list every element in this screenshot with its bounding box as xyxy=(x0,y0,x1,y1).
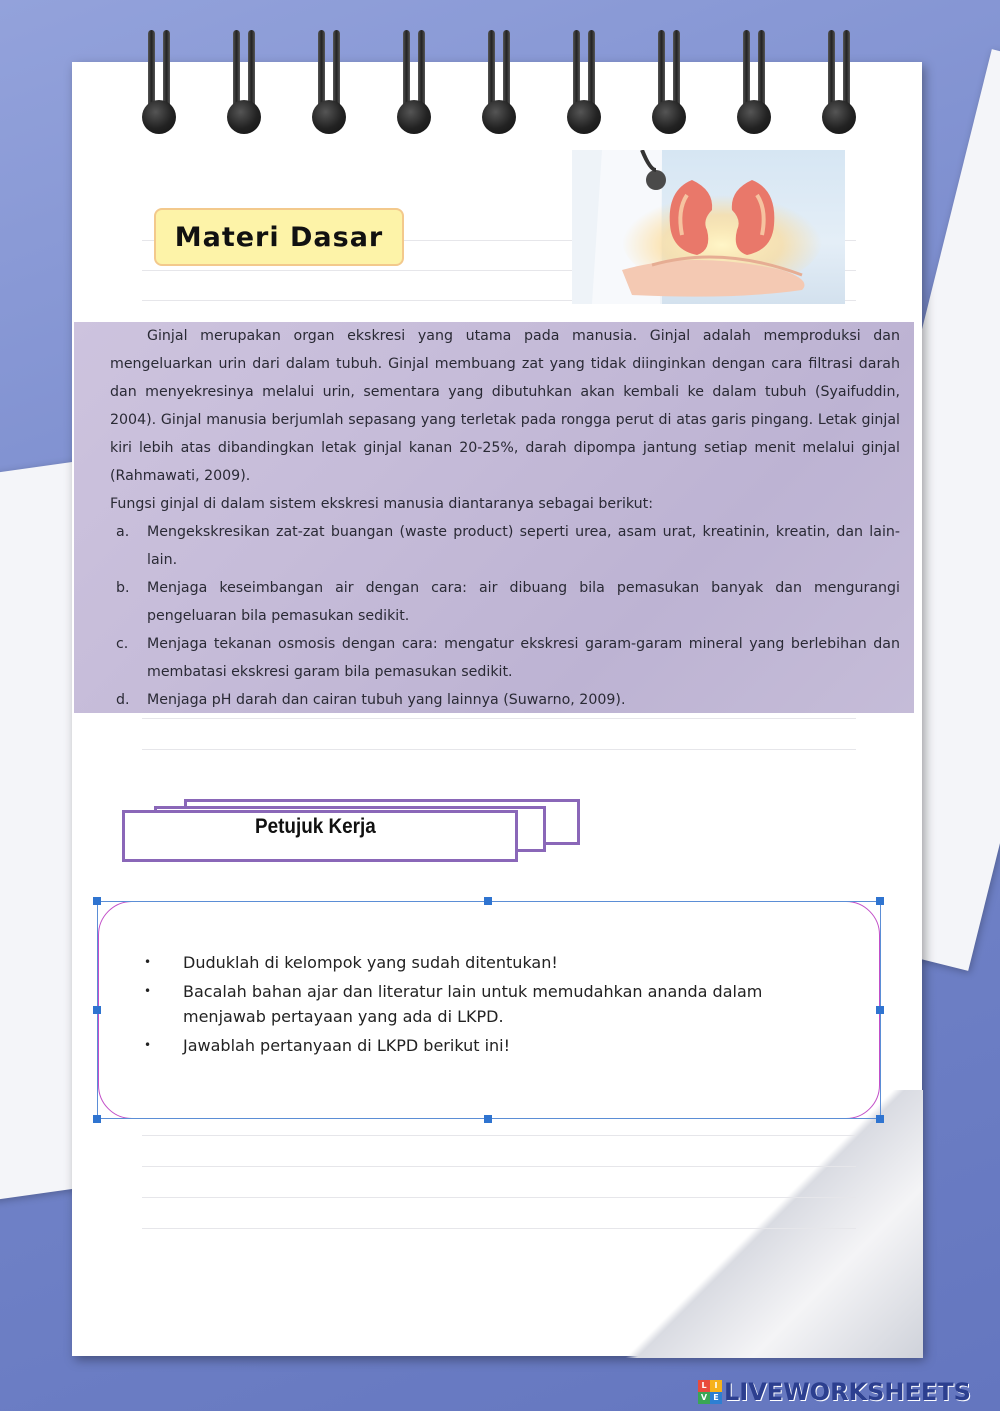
binder-ring xyxy=(226,30,262,134)
intro-paragraph: Ginjal merupakan organ ekskresi yang utama pada manusia. Ginjal adalah memproduksi dan mengeluarkan urin dari dalam tubuh. Ginjal membuang zat yang tidak diinginkan dengan cara filtrasi darah dan menyekresinya melalui urin, sementara yang dibutuhkan akan kembali ke dalam tubuh (Syaifuddin, 2004). Ginjal manusia berjumlah sepasang yang terletak pada rongga perut di atas garis pingang. Letak ginjal kiri lebih atas dibandingkan letak ginjal kanan 20-25%, darah dipompa jantung setiap menit melalui ginjal (Rahmawati, 2009). xyxy=(110,328,900,484)
binder-ring xyxy=(566,30,602,134)
list-item xyxy=(140,950,820,975)
liveworksheets-logo-icon xyxy=(698,1380,722,1404)
list-marker: c. xyxy=(116,636,129,652)
resize-handle[interactable] xyxy=(484,897,492,905)
material-text-panel xyxy=(74,322,914,713)
binder-ring xyxy=(736,30,772,134)
instruction-text: Duduklah di kelompok yang sudah ditentukan! xyxy=(183,953,558,972)
binder-ring xyxy=(821,30,857,134)
instruction-text: Jawablah pertanyaan di LKPD berikut ini! xyxy=(183,1036,511,1055)
logo-letter: E xyxy=(710,1392,722,1404)
bullet: • xyxy=(144,984,152,998)
instruction-text: Bacalah bahan ajar dan literatur lain untuk memudahkan ananda dalam menjawab pertayaan yang ada di LKPD. xyxy=(183,982,763,1026)
page-rule xyxy=(142,1135,856,1136)
kidney-image xyxy=(572,150,845,304)
page-rule xyxy=(142,1197,856,1198)
page-curl xyxy=(618,1090,923,1358)
list-item-text: Menjaga pH darah dan cairan tubuh yang lainnya (Suwarno, 2009). xyxy=(147,692,626,708)
page-rule xyxy=(142,1166,856,1167)
functions-intro: Fungsi ginjal di dalam sistem ekskresi manusia diantaranya sebagai berikut: xyxy=(110,496,653,512)
page-rule xyxy=(142,1228,856,1229)
liveworksheets-brand[interactable] xyxy=(698,1377,971,1407)
bullet: • xyxy=(144,1038,152,1052)
list-marker: a. xyxy=(116,524,130,540)
list-item xyxy=(140,979,820,1029)
binder-ring xyxy=(651,30,687,134)
binder-ring xyxy=(481,30,517,134)
resize-handle[interactable] xyxy=(876,1006,884,1014)
list-item-text: Mengekskresikan zat-zat buangan (waste product) seperti urea, asam urat, kreatinin, kreatin, dan lain-lain. xyxy=(147,524,900,568)
resize-handle[interactable] xyxy=(93,1006,101,1014)
list-item xyxy=(110,630,900,686)
list-item xyxy=(110,518,900,574)
logo-letter: V xyxy=(698,1392,710,1404)
brand-name: LIVEWORKSHEETS xyxy=(724,1378,971,1406)
section-title: Materi Dasar xyxy=(174,221,384,253)
kidney-illustration xyxy=(572,150,845,304)
resize-handle[interactable] xyxy=(876,1115,884,1123)
binder-ring xyxy=(396,30,432,134)
page-rule xyxy=(142,749,856,750)
list-marker: b. xyxy=(116,580,130,596)
list-item-text: Menjaga tekanan osmosis dengan cara: mengatur ekskresi garam-garam mineral yang berlebihan dan membatasi ekskresi garam bila pemasukan sedikit. xyxy=(147,636,900,680)
resize-handle[interactable] xyxy=(484,1115,492,1123)
instructions-list xyxy=(140,950,820,1062)
resize-handle[interactable] xyxy=(876,897,884,905)
resize-handle[interactable] xyxy=(93,1115,101,1123)
instructions-heading: Petujuk Kerja xyxy=(255,815,376,838)
page-rule xyxy=(142,718,856,719)
material-text xyxy=(110,322,900,714)
bullet: • xyxy=(144,955,152,969)
list-item xyxy=(140,1033,820,1058)
list-item-text: Menjaga keseimbangan air dengan cara: air dibuang bila pemasukan banyak dan mengurangi pengeluaran bila pemasukan sedikit. xyxy=(147,580,900,624)
list-item xyxy=(110,686,900,714)
resize-handle[interactable] xyxy=(93,897,101,905)
binder-ring xyxy=(311,30,347,134)
functions-list xyxy=(110,518,900,714)
binder-ring xyxy=(141,30,177,134)
list-marker: d. xyxy=(116,692,130,708)
section-title-box xyxy=(154,208,404,266)
logo-letter: I xyxy=(710,1380,722,1392)
logo-letter: L xyxy=(698,1380,710,1392)
list-item xyxy=(110,574,900,630)
